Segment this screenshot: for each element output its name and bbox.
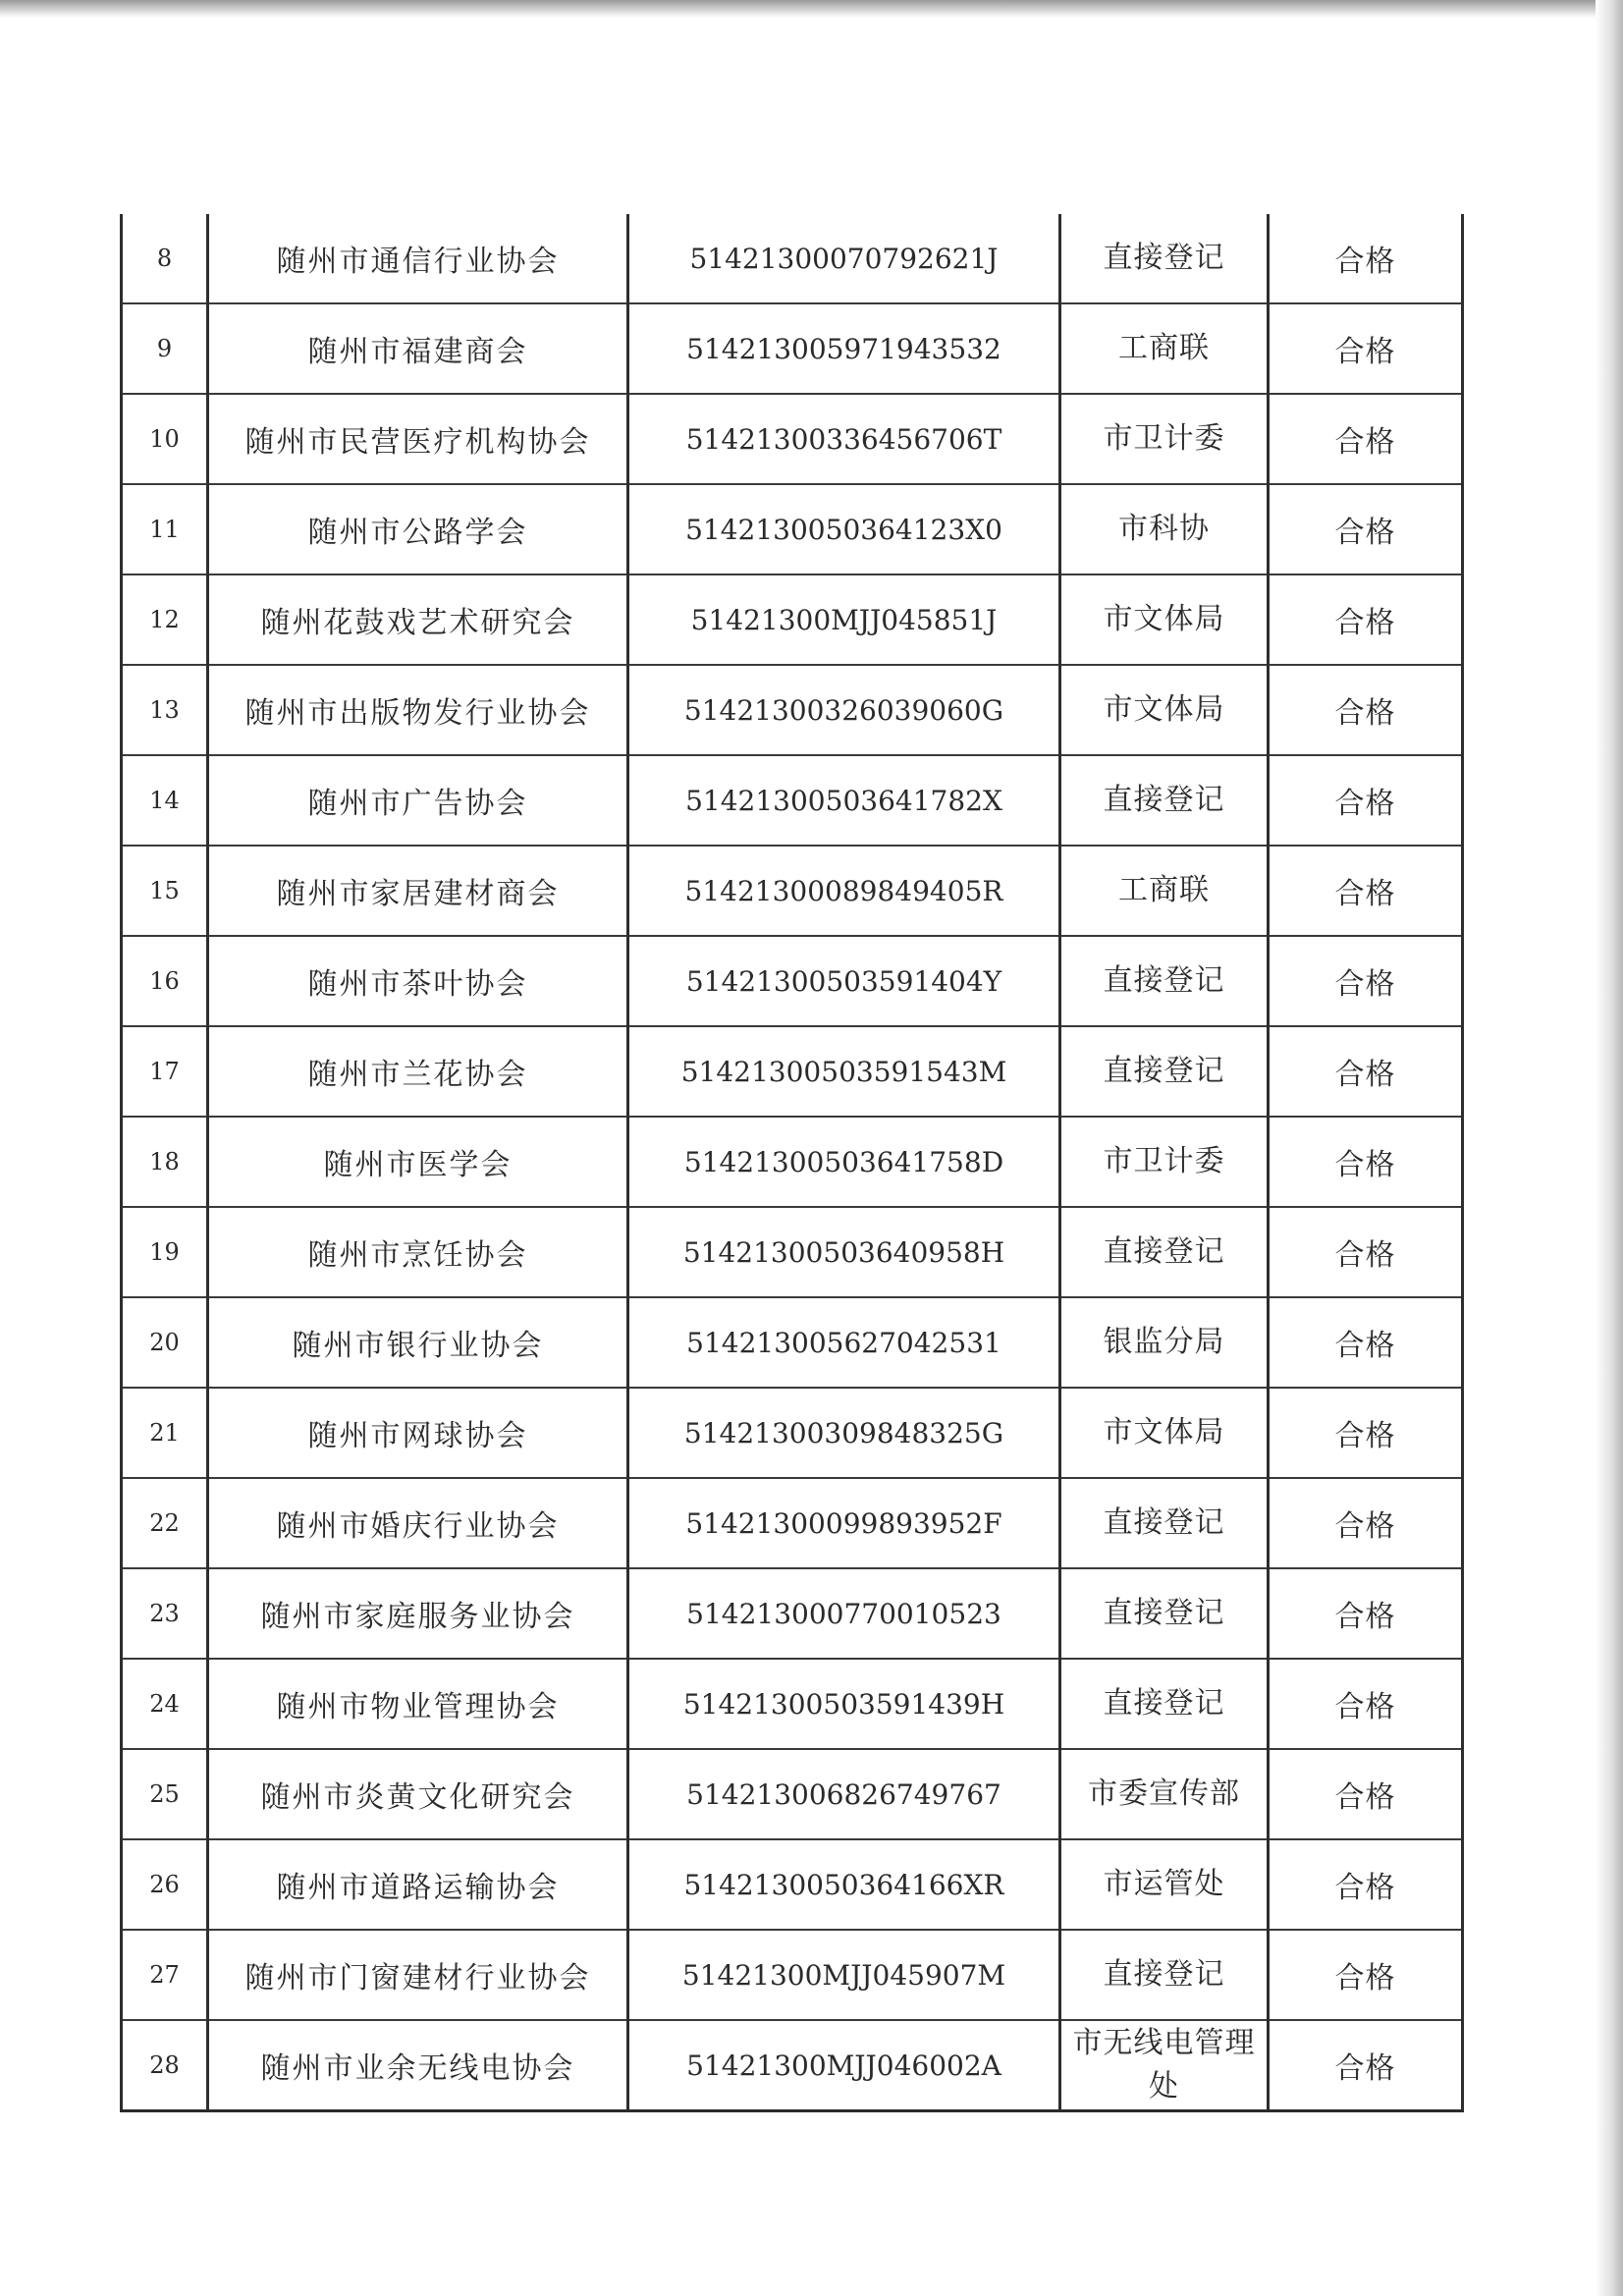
organization-table [120, 214, 1464, 2112]
row-number: 11 [122, 484, 208, 574]
inspection-result: 合格 [1269, 1839, 1463, 1930]
inspection-result: 合格 [1269, 394, 1463, 484]
supervising-unit: 直接登记 [1060, 936, 1269, 1026]
inspection-result: 合格 [1269, 1297, 1463, 1388]
row-number: 23 [122, 1568, 208, 1659]
row-number: 14 [122, 755, 208, 846]
supervising-unit: 工商联 [1060, 303, 1269, 394]
organization-name: 随州市烹饪协会 [208, 1207, 628, 1297]
organization-name: 随州市出版物发行业协会 [208, 665, 628, 755]
supervising-unit: 市卫计委 [1060, 394, 1269, 484]
organization-name: 随州市道路运输协会 [208, 1839, 628, 1930]
supervising-unit: 市无线电管理处 [1060, 2020, 1269, 2111]
supervising-unit: 直接登记 [1060, 1568, 1269, 1659]
table-row [122, 574, 1463, 665]
supervising-unit: 直接登记 [1060, 755, 1269, 846]
inspection-result: 合格 [1269, 1026, 1463, 1117]
inspection-result: 合格 [1269, 1117, 1463, 1207]
row-number: 12 [122, 574, 208, 665]
table-row [122, 1839, 1463, 1930]
organization-name: 随州市公路学会 [208, 484, 628, 574]
supervising-unit: 市文体局 [1060, 665, 1269, 755]
credit-code: 51421300503591404Y [628, 936, 1060, 1026]
table-row [122, 394, 1463, 484]
table-row [122, 665, 1463, 755]
inspection-result: 合格 [1269, 1659, 1463, 1749]
table-row [122, 1659, 1463, 1749]
supervising-unit: 工商联 [1060, 846, 1269, 936]
organization-name: 随州市银行业协会 [208, 1297, 628, 1388]
credit-code: 51421300503640958H [628, 1207, 1060, 1297]
row-number: 27 [122, 1930, 208, 2020]
credit-code: 51421300309848325G [628, 1388, 1060, 1478]
row-number: 18 [122, 1117, 208, 1207]
row-number: 25 [122, 1749, 208, 1839]
table-row [122, 846, 1463, 936]
supervising-unit: 市委宣传部 [1060, 1749, 1269, 1839]
supervising-unit: 直接登记 [1060, 1026, 1269, 1117]
credit-code: 51421300MJJ045907M [628, 1930, 1060, 2020]
row-number: 22 [122, 1478, 208, 1568]
row-number: 10 [122, 394, 208, 484]
table-row [122, 2020, 1463, 2111]
table-row [122, 1930, 1463, 2020]
credit-code: 514213005627042531 [628, 1297, 1060, 1388]
table-row [122, 1388, 1463, 1478]
inspection-result: 合格 [1269, 1749, 1463, 1839]
inspection-result: 合格 [1269, 484, 1463, 574]
organization-name: 随州市物业管理协会 [208, 1659, 628, 1749]
organization-name: 随州市炎黄文化研究会 [208, 1749, 628, 1839]
organization-name: 随州市家居建材商会 [208, 846, 628, 936]
table-row [122, 936, 1463, 1026]
table-body [122, 214, 1463, 2111]
organization-name: 随州花鼓戏艺术研究会 [208, 574, 628, 665]
credit-code: 51421300336456706T [628, 394, 1060, 484]
organization-name: 随州市家庭服务业协会 [208, 1568, 628, 1659]
row-number: 16 [122, 936, 208, 1026]
organization-name: 随州市业余无线电协会 [208, 2020, 628, 2111]
organization-name: 随州市茶叶协会 [208, 936, 628, 1026]
credit-code: 51421300099893952F [628, 1478, 1060, 1568]
table-row [122, 1297, 1463, 1388]
supervising-unit: 市卫计委 [1060, 1117, 1269, 1207]
inspection-result: 合格 [1269, 936, 1463, 1026]
credit-code: 514213006826749767 [628, 1749, 1060, 1839]
supervising-unit: 市文体局 [1060, 1388, 1269, 1478]
credit-code: 51421300326039060G [628, 665, 1060, 755]
table-row [122, 1568, 1463, 1659]
row-number: 19 [122, 1207, 208, 1297]
organization-name: 随州市婚庆行业协会 [208, 1478, 628, 1568]
inspection-result: 合格 [1269, 1930, 1463, 2020]
row-number: 28 [122, 2020, 208, 2111]
credit-code: 51421300503591543M [628, 1026, 1060, 1117]
inspection-result: 合格 [1269, 1388, 1463, 1478]
table-row [122, 1207, 1463, 1297]
table-row [122, 1117, 1463, 1207]
credit-code: 51421300503641758D [628, 1117, 1060, 1207]
supervising-unit: 直接登记 [1060, 214, 1269, 303]
supervising-unit: 市文体局 [1060, 574, 1269, 665]
table-row [122, 755, 1463, 846]
inspection-result: 合格 [1269, 846, 1463, 936]
supervising-unit: 市科协 [1060, 484, 1269, 574]
organization-name: 随州市门窗建材行业协会 [208, 1930, 628, 2020]
supervising-unit: 直接登记 [1060, 1207, 1269, 1297]
row-number: 20 [122, 1297, 208, 1388]
scan-edge-top [0, 0, 1623, 18]
organization-name: 随州市广告协会 [208, 755, 628, 846]
supervising-unit: 市运管处 [1060, 1839, 1269, 1930]
credit-code: 51421300070792621J [628, 214, 1060, 303]
credit-code: 5142130050364166XR [628, 1839, 1060, 1930]
credit-code: 51421300089849405R [628, 846, 1060, 936]
inspection-result: 合格 [1269, 303, 1463, 394]
row-number: 26 [122, 1839, 208, 1930]
inspection-result: 合格 [1269, 755, 1463, 846]
table-row [122, 303, 1463, 394]
scan-edge-right [1596, 0, 1623, 2296]
supervising-unit: 直接登记 [1060, 1930, 1269, 2020]
organization-name: 随州市兰花协会 [208, 1026, 628, 1117]
row-number: 24 [122, 1659, 208, 1749]
inspection-result: 合格 [1269, 1207, 1463, 1297]
inspection-result: 合格 [1269, 1478, 1463, 1568]
row-number: 21 [122, 1388, 208, 1478]
inspection-result: 合格 [1269, 214, 1463, 303]
credit-code: 51421300503641782X [628, 755, 1060, 846]
inspection-result: 合格 [1269, 1568, 1463, 1659]
credit-code: 51421300MJJ045851J [628, 574, 1060, 665]
inspection-result: 合格 [1269, 665, 1463, 755]
table-row [122, 484, 1463, 574]
row-number: 8 [122, 214, 208, 303]
inspection-result: 合格 [1269, 574, 1463, 665]
organization-name: 随州市医学会 [208, 1117, 628, 1207]
credit-code: 514213000770010523 [628, 1568, 1060, 1659]
table-row [122, 1478, 1463, 1568]
credit-code: 514213005971943532 [628, 303, 1060, 394]
organization-name: 随州市福建商会 [208, 303, 628, 394]
document-page [120, 214, 1461, 2112]
row-number: 17 [122, 1026, 208, 1117]
organization-name: 随州市通信行业协会 [208, 214, 628, 303]
supervising-unit: 直接登记 [1060, 1659, 1269, 1749]
table-row [122, 1749, 1463, 1839]
supervising-unit: 直接登记 [1060, 1478, 1269, 1568]
row-number: 13 [122, 665, 208, 755]
row-number: 9 [122, 303, 208, 394]
credit-code: 51421300503591439H [628, 1659, 1060, 1749]
row-number: 15 [122, 846, 208, 936]
organization-name: 随州市网球协会 [208, 1388, 628, 1478]
organization-name: 随州市民营医疗机构协会 [208, 394, 628, 484]
inspection-result: 合格 [1269, 2020, 1463, 2111]
credit-code: 5142130050364123X0 [628, 484, 1060, 574]
credit-code: 51421300MJJ046002A [628, 2020, 1060, 2111]
supervising-unit: 银监分局 [1060, 1297, 1269, 1388]
table-row [122, 1026, 1463, 1117]
table-row [122, 214, 1463, 303]
